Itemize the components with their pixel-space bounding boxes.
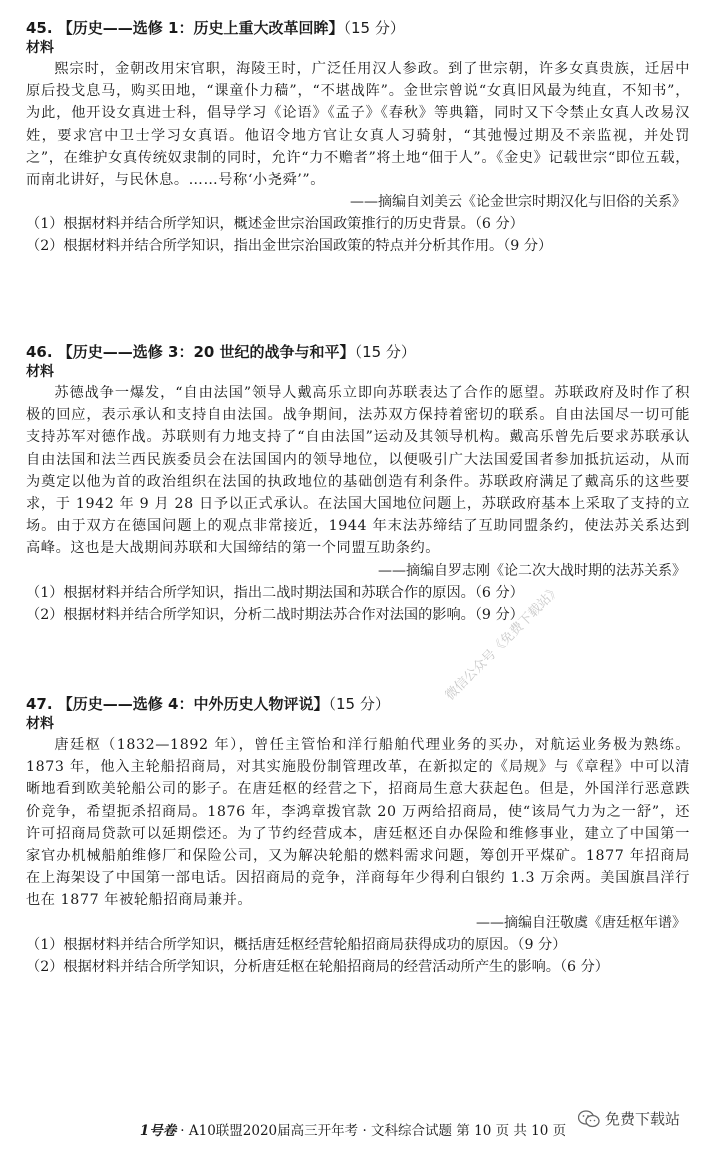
question-score: （15 分） xyxy=(343,19,405,37)
wechat-icon xyxy=(578,1110,600,1128)
sub-question-1: （1）根据材料并结合所学知识，概述金世宗治国政策推行的历史背景。（6 分） xyxy=(26,216,524,233)
question-47 xyxy=(26,694,690,978)
question-title xyxy=(26,694,690,714)
footer-text: · A10联盟2020届高三开年考 · 文科综合试题 第 10 页 共 10 页 xyxy=(180,1123,567,1139)
sub-question-2: （2）根据材料并结合所学知识，分析二战时期法苏合作对法国的影响。（9 分） xyxy=(26,606,524,623)
material-passage: 熙宗时，金朝改用宋官职，海陵王时，广泛任用汉人参政。到了世宗朝，许多女真贵族，迁居中原后投戈息马，购买田地，“课童仆力穑”，“不堪战阵”。金世宗曾说“女真旧风最为纯直，不知书”，为此，他开设女真进士科，倡导学习《论语》《孟子》《春秋》等典籍，同时又下令禁止女真人改易汉姓，要求宫中卫士学习女真语。他诏令地方官让女真人习骑射，“其弛慢过期及不亲监视，并处罚之”，在维护女真传统奴隶制的同时，允许“力不赡者”将土地“佃于人”。《金史》记载世宗“即位五载，而南北讲好，与民休息。……号称‘小尧舜’”。 xyxy=(26,61,690,189)
sub-question-1: （1）根据材料并结合所学知识，概括唐廷枢经营轮船招商局获得成功的原因。（9 分） xyxy=(26,936,567,953)
question-score: （15 分） xyxy=(328,695,390,713)
diagonal-watermark: 微信公众号《免费下载站》 xyxy=(442,582,564,704)
corner-watermark xyxy=(578,1108,680,1129)
sub-question-2: （2）根据材料并结合所学知识，指出金世宗治国政策的特点并分析其作用。（9 分） xyxy=(26,238,553,255)
question-46 xyxy=(26,342,690,626)
question-title xyxy=(26,18,690,38)
corner-watermark-text: 免费下载站 xyxy=(605,1110,681,1128)
source-citation: ——摘编自刘美云《论金世宗时期汉化与旧俗的关系》 xyxy=(350,194,686,211)
material-label: 材料 xyxy=(26,40,54,56)
question-title-text: 45. 【历史——选修 1：历史上重大改革回眸】 xyxy=(26,19,344,37)
material-label: 材料 xyxy=(26,716,54,732)
question-45 xyxy=(26,18,690,257)
question-title-text: 46. 【历史——选修 3：20 世纪的战争与和平】 xyxy=(26,343,355,361)
question-title xyxy=(26,342,690,362)
sub-question-1: （1）根据材料并结合所学知识，指出二战时期法国和苏联合作的原因。（6 分） xyxy=(26,584,524,601)
material-passage: 苏德战争一爆发，“自由法国”领导人戴高乐立即向苏联表达了合作的愿望。苏联政府及时作了积极的回应，表示承认和支持自由法国。战争期间，法苏双方保持着密切的联系。自由法国尽一切可能支持苏军对德作战。苏联则有力地支持了“自由法国”运动及其领导机构。戴高乐曾先后要求苏联承认自由法国和法兰西民族委员会在法国国内的领导地位，以便吸引广大法国爱国者参加抵抗运动，从而为奠定以他为首的政治组织在法国的执政地位的基础创造有利条件。苏联政府满足了戴高乐的这些要求，于 1942 年 9 月 28 日予以正式承认。在法国大国地位问题上，苏联政府基本上采取了支持的立场。由于双方在德国问题上的观点非常接近，1944 年末法苏缔结了互助同盟条约，使法苏关系达到高峰。这也是大战期间苏联和大国缔结的第一个同盟互助条约。 xyxy=(26,385,690,557)
question-score: （15 分） xyxy=(354,343,416,361)
source-citation: ——摘编自汪敬虞《唐廷枢年谱》 xyxy=(476,914,686,931)
sub-question-2: （2）根据材料并结合所学知识，分析唐廷枢在轮船招商局的经营活动所产生的影响。（6 分） xyxy=(26,958,609,975)
footer-brand: 1号卷 xyxy=(139,1123,177,1139)
question-title-text: 47. 【历史——选修 4：中外历史人物评说】 xyxy=(26,695,329,713)
material-passage: 唐廷枢（1832—1892 年），曾任主管怡和洋行船舶代理业务的买办，对航运业务极为熟练。1873 年，他入主轮船招商局，对其实施股份制管理改革，在新拟定的《局规》与《章程》中可以清晰地看到欧美轮船公司的影子。在唐廷枢的经营之下，招商局生意大获起色。但是，外国洋行恶意跌价竞争，希望扼杀招商局。1876 年，李鸿章拨官款 20 万两给招商局，使“该局气力为之一舒”，还许可招商局贷款可以延期偿还。为了节约经营成本，唐廷枢还自办保险和维修事业，建立了中国第一家官办机械船舶维修厂和保险公司，又为解决轮船的燃料需求问题，筹创开平煤矿。1877 年招商局在上海架设了中国第一部电话。因招商局的竞争，洋商每年少得利白银约 1.3 万余两。美国旗昌洋行也在 1877 年被轮船招商局兼并。 xyxy=(26,737,690,909)
material-label: 材料 xyxy=(26,364,54,380)
source-citation: ——摘编自罗志刚《论二次大战时期的法苏关系》 xyxy=(378,562,686,579)
